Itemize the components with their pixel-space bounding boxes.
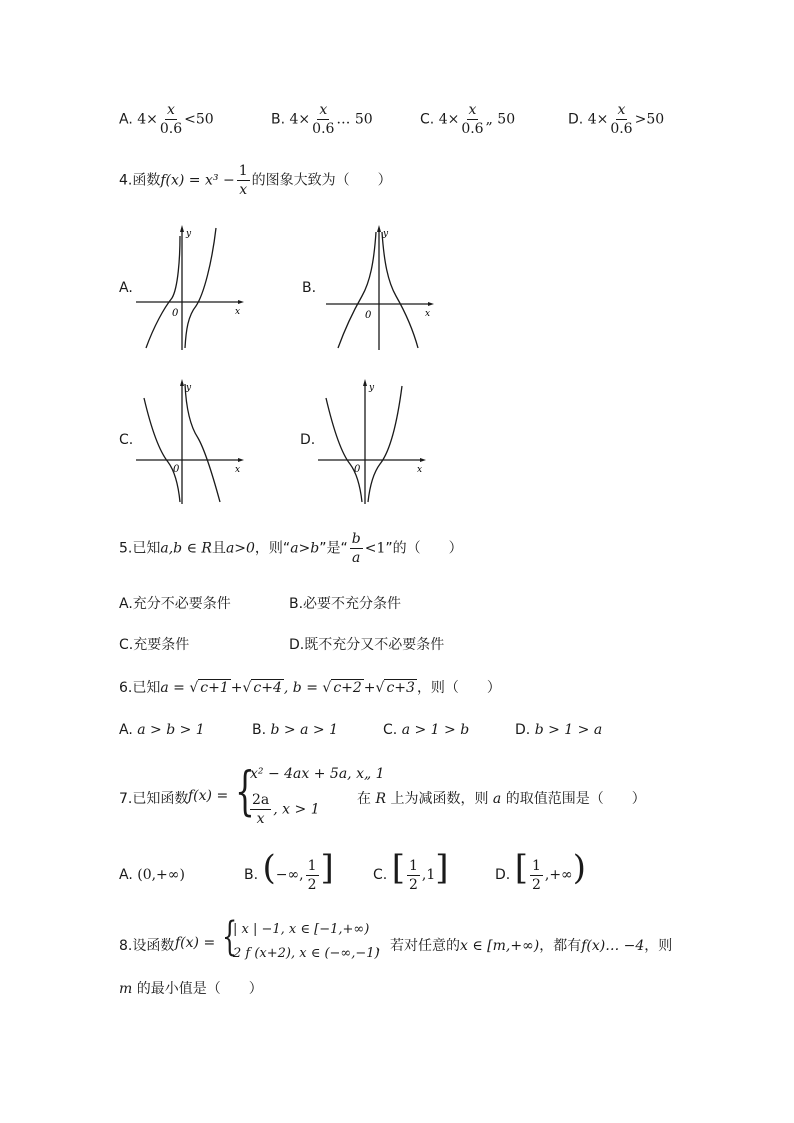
fraction: $\frac{x}{0.6}$ bbox=[312, 102, 335, 137]
q3-option-d bbox=[568, 103, 664, 136]
curve-right bbox=[185, 228, 216, 348]
q7-brace: { bbox=[235, 762, 255, 822]
option-expr-rel: „ 50 bbox=[485, 111, 516, 128]
x-label: x bbox=[235, 307, 241, 317]
option-label: D. bbox=[568, 111, 584, 128]
q7-stem-prefix: 7.已知函数 bbox=[119, 791, 189, 807]
q5-option-c: C.充要条件 bbox=[119, 637, 190, 653]
option-expr-rel: <50 bbox=[184, 111, 214, 128]
curve-right bbox=[368, 386, 402, 502]
q8-case1: | x | −1, x ∈ [−1,+∞) bbox=[233, 922, 370, 937]
y-label: y bbox=[186, 383, 192, 393]
q6-option-d: D. b > 1 > a bbox=[515, 722, 603, 738]
y-label: y bbox=[369, 383, 375, 393]
sqrt: c+1 bbox=[200, 680, 229, 696]
curve-right bbox=[185, 384, 220, 502]
q5-option-b: B.必要不充分条件 bbox=[289, 596, 402, 612]
graph-b bbox=[324, 222, 438, 352]
q5-stem: 5.已知a,b ∈ R且a>0，则“a>b”是“ $\frac{b}{a}$ <1”的（ ） bbox=[119, 531, 463, 566]
graph-label-d: D. bbox=[300, 432, 316, 448]
origin-label: 0 bbox=[172, 308, 179, 319]
curve-right bbox=[382, 232, 418, 348]
q7-option-d: D. [ $\frac{1}{2}$ ,+∞) bbox=[495, 848, 586, 893]
q8-func: f(x) = bbox=[175, 935, 216, 951]
q8-brace: { bbox=[222, 914, 238, 960]
q7-case1: x² − 4ax + 5a, x„ 1 bbox=[250, 766, 385, 782]
q7-option-b: B. (−∞, $\frac{1}{2}$ ] bbox=[244, 848, 334, 893]
option-expr-lhs: 4× bbox=[137, 111, 158, 128]
q3-option-c bbox=[420, 103, 515, 136]
fraction: $\frac{x}{0.6}$ bbox=[159, 102, 183, 137]
fraction: $\frac{1}{2}$ bbox=[408, 857, 418, 893]
q7-func: f(x) = bbox=[188, 788, 229, 804]
graph-c bbox=[134, 376, 248, 506]
option-expr-rel: … 50 bbox=[336, 111, 373, 128]
origin-label: 0 bbox=[354, 464, 361, 475]
y-axis-arrow bbox=[363, 379, 367, 386]
q6-option-b: B. b > a > 1 bbox=[252, 722, 338, 738]
curve-left bbox=[144, 398, 180, 502]
fraction: $\frac{b}{a}$ bbox=[351, 531, 361, 566]
q5-option-d: D.既不充分又不必要条件 bbox=[289, 637, 445, 653]
x-axis-arrow bbox=[238, 458, 244, 462]
option-expr-lhs: 4× bbox=[438, 111, 460, 128]
y-label: y bbox=[186, 229, 192, 239]
function-expr: f(x) = x³ − bbox=[160, 172, 235, 189]
x-axis-arrow bbox=[428, 302, 434, 306]
option-label: C. bbox=[420, 111, 435, 128]
option-label: B. bbox=[271, 111, 286, 128]
q3-option-b bbox=[271, 103, 373, 136]
q6-option-a: A. a > b > 1 bbox=[119, 722, 205, 738]
option-expr-lhs: 4× bbox=[289, 111, 311, 128]
origin-label: 0 bbox=[365, 310, 372, 321]
option-expr-rel: >50 bbox=[634, 111, 665, 128]
q8-line2: m 的最小值是（ ） bbox=[119, 981, 263, 997]
q4-stem: 4.函数f(x) = x³ − $\frac{1}{x}$ 的图象大致为（ ） bbox=[119, 163, 392, 198]
origin-label: 0 bbox=[173, 464, 180, 475]
x-label: x bbox=[425, 309, 431, 319]
x-axis-arrow bbox=[238, 300, 244, 304]
fraction: $\frac{x}{0.6}$ bbox=[610, 102, 633, 137]
graph-a bbox=[134, 222, 248, 352]
q6-option-c: C. a > 1 > b bbox=[383, 722, 470, 738]
curve-left bbox=[146, 236, 180, 348]
fraction: $\frac{1}{x}$ bbox=[238, 163, 248, 198]
option-expr-lhs: 4× bbox=[587, 111, 609, 128]
q7-stem-suffix: 在 R 上为减函数，则 a 的取值范围是（ ） bbox=[357, 791, 646, 807]
graph-label-c: C. bbox=[119, 432, 134, 448]
q8-stem-suffix: ，若对任意的x ∈ [m,+∞)，都有f(x)… −4，则 bbox=[376, 938, 673, 954]
q7-option-a: A. (0,+∞) bbox=[119, 867, 185, 883]
fraction: $\frac{1}{2}$ bbox=[531, 857, 541, 893]
curve-left bbox=[326, 398, 362, 502]
graph-label-b: B. bbox=[302, 280, 317, 296]
x-axis-arrow bbox=[420, 458, 426, 462]
y-axis-arrow bbox=[377, 225, 381, 232]
q8-case2: 2 f (x+2), x ∈ (−∞,−1) bbox=[233, 946, 380, 961]
y-label: y bbox=[383, 229, 389, 239]
sqrt: c+3 bbox=[386, 680, 415, 696]
graph-d bbox=[316, 376, 430, 506]
graph-label-a: A. bbox=[119, 280, 133, 296]
y-axis-arrow bbox=[180, 225, 184, 232]
curve-left bbox=[338, 232, 376, 348]
option-label: A. bbox=[119, 111, 133, 128]
q7-option-c: C. [ $\frac{1}{2}$ ,1] bbox=[373, 848, 449, 893]
q3-option-a bbox=[119, 103, 214, 136]
fraction: $\frac{2a}{x}$ bbox=[252, 792, 270, 827]
x-label: x bbox=[417, 465, 423, 475]
q5-option-a: A.充分不必要条件 bbox=[119, 596, 231, 612]
y-axis-arrow bbox=[180, 379, 184, 386]
sqrt: c+2 bbox=[333, 680, 362, 696]
x-label: x bbox=[235, 465, 241, 475]
q6-stem: 6.已知a = √ c+1 +√ c+4 , b = √ c+2 +√ c+3 ，则（ ） bbox=[119, 680, 501, 696]
sqrt: c+4 bbox=[253, 680, 282, 696]
fraction: $\frac{x}{0.6}$ bbox=[461, 102, 484, 137]
q7-case2: $\frac{2a}{x}$ , x > 1 bbox=[252, 792, 320, 827]
fraction: $\frac{1}{2}$ bbox=[307, 857, 317, 893]
q8-stem-prefix: 8.设函数 bbox=[119, 938, 175, 954]
